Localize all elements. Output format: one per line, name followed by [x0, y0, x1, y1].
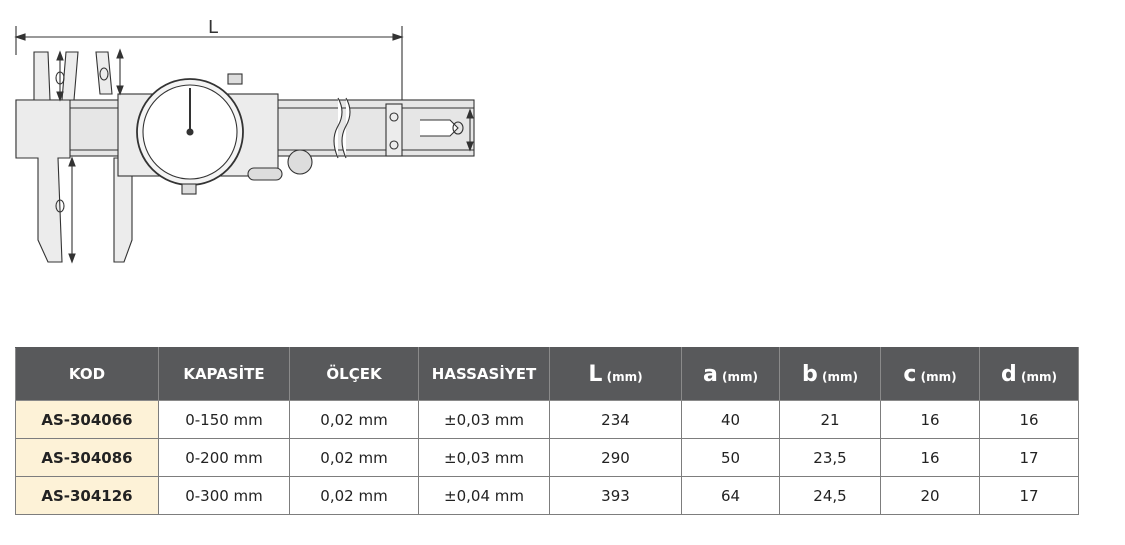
cell-a: 64 — [682, 477, 780, 515]
cell-hassasiyet: ±0,03 mm — [419, 439, 550, 477]
cell-c: 16 — [881, 401, 980, 439]
cell-olcek: 0,02 mm — [290, 439, 419, 477]
cell-hassasiyet: ±0,03 mm — [419, 401, 550, 439]
fixed-jaw — [16, 52, 78, 262]
header-kapasite: KAPASİTE — [159, 348, 290, 401]
header-c: c (mm) — [881, 348, 980, 401]
dial-caliper-diagram — [0, 0, 490, 275]
cell-b: 23,5 — [780, 439, 881, 477]
cell-d: 16 — [980, 401, 1079, 439]
cell-a: 50 — [682, 439, 780, 477]
cell-hassasiyet: ±0,04 mm — [419, 477, 550, 515]
cell-L: 393 — [550, 477, 682, 515]
cell-a: 40 — [682, 401, 780, 439]
header-a: a (mm) — [682, 348, 780, 401]
cell-L: 234 — [550, 401, 682, 439]
header-hassasiyet: HASSASİYET — [419, 348, 550, 401]
cell-kod: AS-304086 — [16, 439, 159, 477]
cell-b: 21 — [780, 401, 881, 439]
cell-L: 290 — [550, 439, 682, 477]
cell-olcek: 0,02 mm — [290, 477, 419, 515]
cell-c: 16 — [881, 439, 980, 477]
cell-d: 17 — [980, 477, 1079, 515]
table-row — [16, 439, 1079, 477]
caliper-drawing — [0, 0, 490, 275]
table-header-row — [16, 348, 1079, 401]
cell-c: 20 — [881, 477, 980, 515]
cell-kapasite: 0-300 mm — [159, 477, 290, 515]
cell-b: 24,5 — [780, 477, 881, 515]
header-kod: KOD — [16, 348, 159, 401]
header-olcek: ÖLÇEK — [290, 348, 419, 401]
cell-kod: AS-304066 — [16, 401, 159, 439]
cell-kapasite: 0-200 mm — [159, 439, 290, 477]
table-row — [16, 401, 1079, 439]
cell-olcek: 0,02 mm — [290, 401, 419, 439]
end-clamp — [386, 104, 402, 156]
cell-d: 17 — [980, 439, 1079, 477]
spec-table — [15, 347, 1079, 515]
header-d: d (mm) — [980, 348, 1079, 401]
cell-kod: AS-304126 — [16, 477, 159, 515]
header-b: b (mm) — [780, 348, 881, 401]
length-label: L — [208, 17, 219, 38]
dial-gauge — [137, 79, 243, 185]
header-L: L (mm) — [550, 348, 682, 401]
table-row — [16, 477, 1079, 515]
cell-kapasite: 0-150 mm — [159, 401, 290, 439]
